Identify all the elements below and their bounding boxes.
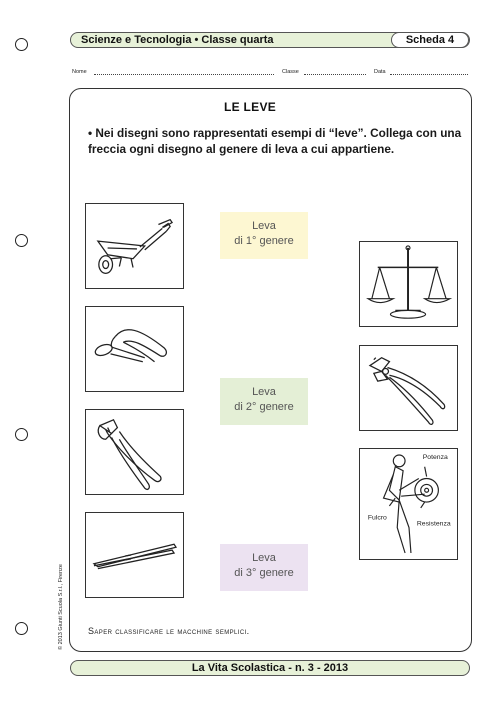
binder-hole	[15, 234, 28, 247]
footer-bar: La Vita Scolastica - n. 3 - 2013	[70, 660, 470, 676]
sheet-badge: Scheda 4	[391, 32, 469, 48]
lever-first-class[interactable]	[220, 212, 308, 259]
learning-goal: Saper classificare le macchine semplici.	[88, 626, 250, 636]
lever-label-line2: di 1° genere	[234, 235, 294, 247]
picture-nutcracker[interactable]	[85, 409, 184, 495]
picture-wheelbarrow[interactable]	[85, 203, 184, 289]
lever-label-line1: Leva	[252, 220, 276, 232]
header-bar	[70, 32, 470, 48]
lever-label-line2: di 2° genere	[234, 401, 294, 413]
date-label: Data	[374, 69, 386, 75]
picture-tweezers[interactable]	[85, 512, 184, 598]
lever-third-class[interactable]	[220, 544, 308, 591]
picture-balance-scale[interactable]	[359, 241, 458, 327]
picture-forearm-lever[interactable]	[359, 448, 458, 560]
date-field[interactable]	[390, 74, 468, 75]
class-field[interactable]	[304, 74, 366, 75]
tweezers-icon	[86, 513, 183, 597]
balance-scale-icon	[360, 242, 457, 326]
label-resistance: Resistenza	[416, 520, 451, 528]
binder-hole	[15, 622, 28, 635]
subject-label: Scienze e Tecnologia • Classe quarta	[81, 34, 274, 46]
lever-label-line2: di 3° genere	[234, 567, 294, 579]
lever-label-line1: Leva	[252, 386, 276, 398]
class-label: Classe	[282, 69, 299, 75]
wheelbarrow-icon	[86, 204, 183, 288]
pliers-icon	[360, 346, 457, 430]
forearm-lever-icon	[360, 449, 457, 559]
name-field[interactable]	[94, 74, 274, 75]
label-power: Potenza	[422, 453, 448, 461]
binder-hole	[15, 38, 28, 51]
picture-sugar-tongs[interactable]	[85, 306, 184, 392]
lever-label-line1: Leva	[252, 552, 276, 564]
page-title: LE LEVE	[223, 100, 277, 114]
copyright-text: © 2013 Giunti Scuola S.r.l., Firenze	[58, 564, 64, 650]
picture-pliers[interactable]	[359, 345, 458, 431]
nutcracker-icon	[86, 410, 183, 494]
name-label: Nome	[72, 69, 87, 75]
binder-hole	[15, 428, 28, 441]
sugar-tongs-icon	[86, 307, 183, 391]
lever-second-class[interactable]	[220, 378, 308, 425]
instruction-text: • Nei disegni sono rappresentati esempi di “leve”. Collega con una freccia ogni disegno al genere di leva a cui appartiene.	[88, 126, 462, 156]
label-fulcrum: Fulcro	[367, 514, 387, 522]
